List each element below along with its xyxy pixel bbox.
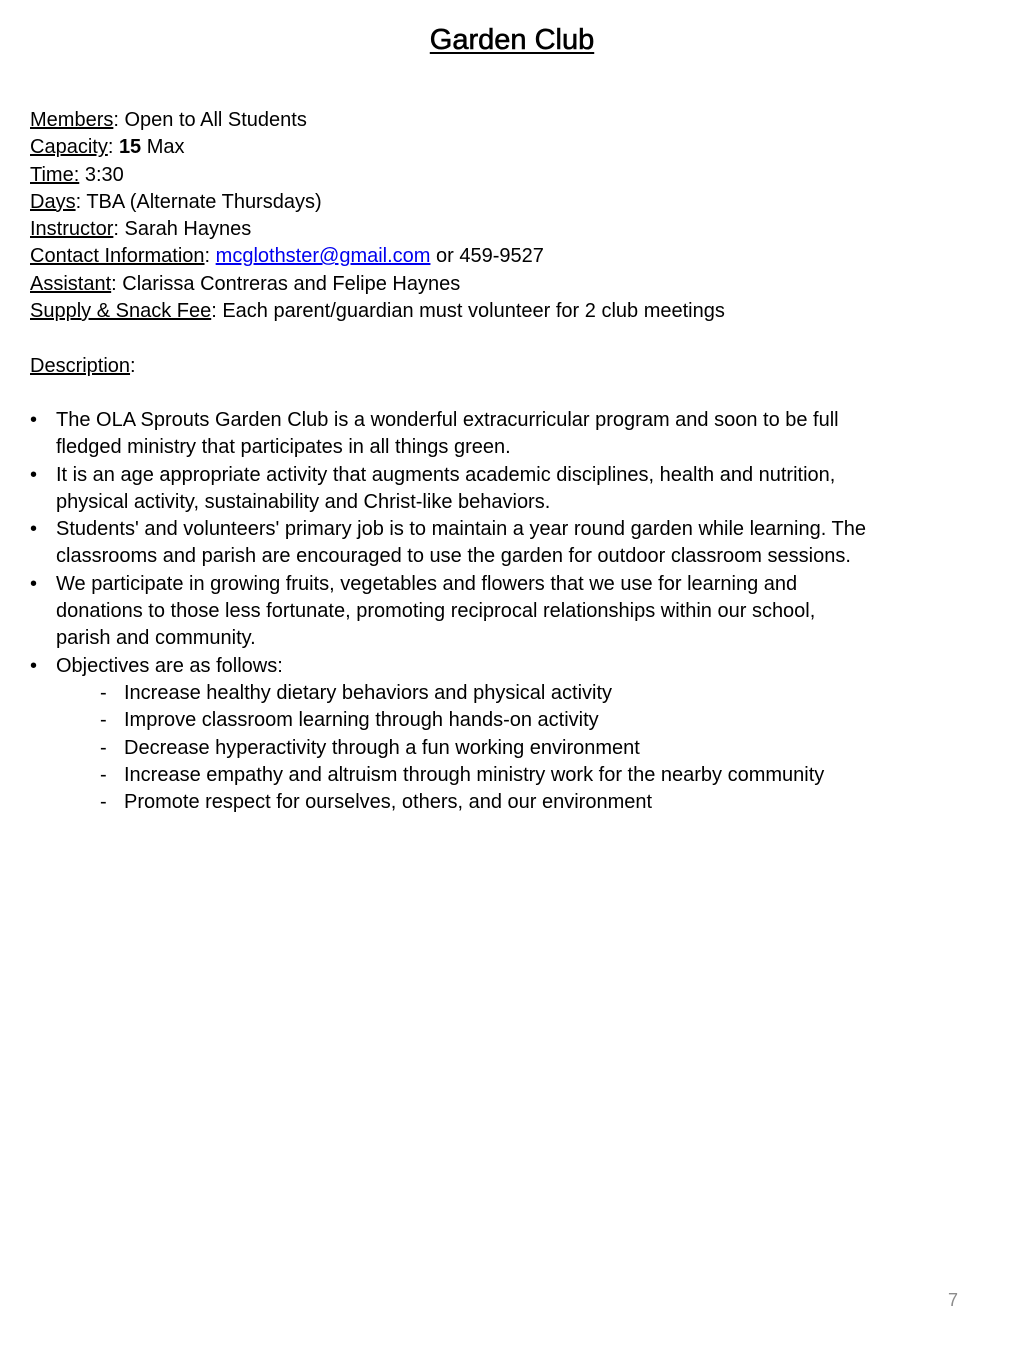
bullet-line: donations to those less fortunate, promoting reciprocal relationships within our school, [56,600,816,623]
objective-item [30,680,1005,707]
description-label: Description [30,355,131,377]
list-item [30,462,1005,517]
bullet-line: Objectives are as follows: [56,654,283,677]
fee-row: Supply & Snack Fee: Each parent/guardian must volunteer for 2 club meetings [30,300,725,323]
fee-label: Supply & Snack Fee [30,300,212,323]
capacity-number: 15 [118,136,142,159]
objective-text: Increase empathy and altruism through ministry work for the nearby community [124,763,825,786]
page-title: Garden Club [429,24,595,56]
bullet-icon: • [30,572,38,595]
dash-icon: - [100,736,107,759]
bullet-icon: • [30,518,38,541]
dash-icon: - [100,791,107,814]
assistant-row: Assistant: Clarissa Contreras and Felipe Haynes [30,272,461,295]
capacity-row: Capacity: 15 Max [30,136,185,159]
days-label: Days [30,190,76,213]
fee-value: Each parent/guardian must volunteer for 2 club meetings [222,300,725,323]
bullet-line: We participate in growing fruits, vegetables and flowers that we use for learning and [56,572,798,595]
assistant-label: Assistant [30,272,112,295]
objective-item [30,762,1005,789]
objective-text: Promote respect for ourselves, others, and our environment [124,791,653,814]
instructor-value: Sarah Haynes [124,218,252,241]
bullet-icon: • [30,654,38,677]
description-list [30,407,1005,816]
capacity-label: Capacity [30,136,108,159]
assistant-value: Clarissa Contreras and Felipe Haynes [122,272,461,295]
bullet-line: Students' and volunteers' primary job is to maintain a year round garden while learning. The [56,518,866,541]
objective-item [30,707,1005,734]
time-value: 3:30 [84,163,124,186]
bullet-icon: • [30,463,38,486]
club-info [30,107,1010,325]
contact-row: Contact Information: mcglothster@gmail.com or 459-9527 [30,245,544,268]
members-label: Members [30,109,114,131]
time-row [30,162,1010,189]
instructor-label: Instructor [30,218,114,241]
objective-item [30,735,1005,762]
objective-text: Increase healthy dietary behaviors and physical activity [124,681,613,704]
contact-label: Contact Information [30,245,205,268]
objective-item [30,789,1005,816]
bullet-icon: • [30,409,38,431]
dash-icon: - [100,681,107,704]
description-heading: Description: [30,355,136,377]
time-label: Time: [30,163,80,186]
contact-phone: or 459-9527 [436,245,544,268]
bullet-line: physical activity, sustainability and Christ-like behaviors. [56,490,551,513]
bullet-line: It is an age appropriate activity that augments academic disciplines, health and nutrition, [56,463,836,486]
instructor-row: Instructor: Sarah Haynes [30,218,252,241]
objective-text: Improve classroom learning through hands-on activity [124,709,599,732]
bullet-line: parish and community. [56,627,256,650]
capacity-unit: Max [146,136,185,159]
dash-icon: - [100,709,107,732]
days-row: Days: TBA (Alternate Thursdays) [30,190,322,213]
bullet-line: The OLA Sprouts Garden Club is a wonderful extracurricular program and soon to be full [56,409,839,431]
days-value: TBA (Alternate Thursdays) [86,190,322,213]
members-value: Open to All Students [124,109,307,131]
page-number: 7 [947,1290,958,1310]
members-row: Members: Open to All Students [30,109,307,131]
list-item [30,571,1005,653]
bullet-line: fledged ministry that participates in all things green. [56,436,511,459]
contact-email-link[interactable]: mcglothster@gmail.com [215,245,431,268]
objective-text: Decrease hyperactivity through a fun working environment [124,736,640,759]
bullet-line: classrooms and parish are encouraged to use the garden for outdoor classroom sessions. [56,545,851,568]
dash-icon: - [100,763,107,786]
list-item [30,516,1005,571]
list-item [30,407,1005,462]
list-item [30,653,1005,680]
